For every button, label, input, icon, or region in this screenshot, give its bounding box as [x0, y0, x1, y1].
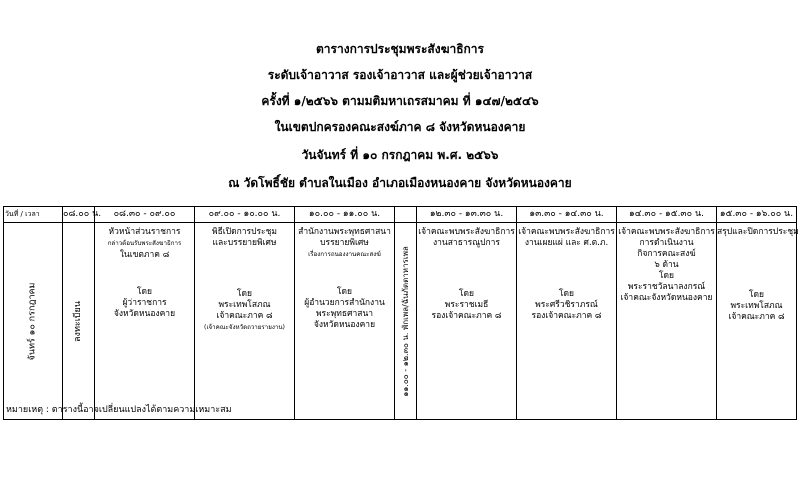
speaker-name: พระเทพโสภณ	[218, 300, 271, 310]
session-cell	[95, 223, 195, 420]
session-cell	[295, 223, 395, 420]
lunch-cell	[395, 223, 417, 420]
schedule-table	[3, 206, 797, 420]
registration-label: ลงทะเบียน	[73, 300, 83, 342]
time-header: ๐๙.๐๐ - ๑๐.๐๐ น.	[195, 207, 295, 223]
meeting-date: วันจันทร์ ที่ ๑๐ กรกฎาคม พ.ศ. ๒๕๖๖	[301, 148, 499, 162]
session-topic: เรื่องการถนองงานคณะสงฆ์	[308, 251, 381, 258]
speaker-name: พระเทพโสภณ	[730, 301, 783, 311]
date-cell	[4, 223, 63, 420]
speaker-position: เจ้าคณะภาค ๘	[216, 311, 273, 321]
session-cell	[417, 223, 517, 420]
time-header: ๑๓.๓๐ - ๑๔.๓๐ น.	[517, 207, 617, 223]
corner-header: วันที่ / เวลา	[4, 207, 63, 223]
document-subtitle: ระดับเจ้าอาวาส รองเจ้าอาวาส และผู้ช่วยเจ้าอาวาส	[267, 68, 533, 82]
session-topic: พิธีเปิดการประชุม	[212, 227, 277, 237]
session-topic: เจ้าคณะพบพระสังฆาธิการ	[518, 227, 615, 237]
session-topic: กิจการคณะสงฆ์	[637, 249, 696, 259]
session-note: (เจ้าคณะจังหวัดถวายรายงาน)	[204, 324, 285, 331]
session-topic: เจ้าคณะพบพระสังฆาธิการ	[418, 227, 515, 237]
session-cell	[517, 223, 617, 420]
speaker-position: จังหวัดหนองคาย	[113, 309, 176, 319]
speaker-position: เจ้าคณะจังหวัดหนองคาย	[620, 293, 713, 303]
session-topic: ๖ ด้าน	[654, 260, 679, 270]
meeting-number: ครั้งที่ ๑/๒๕๖๖ ตามมติมหาเถรสมาคม ที่ ๑๔๗/๒๕๔๖	[261, 94, 539, 108]
session-topic: หัวหน้าส่วนราชการ	[108, 227, 181, 237]
speaker-position: รองเจ้าคณะภาค ๘	[531, 311, 602, 321]
date-label: จันทร์ ๑๐ กรกฎาคม	[27, 282, 38, 360]
table-row	[4, 223, 797, 420]
time-header: ๐๘.๐๐ น.	[63, 207, 95, 223]
speaker-name: พระศรีวชิราภรณ์	[535, 300, 598, 310]
time-header: ๑๕.๓๐ - ๑๖.๐๐ น.	[717, 207, 797, 223]
document-title: ตารางการประชุมพระสังฆาธิการ	[316, 42, 484, 56]
lunch-label: ๑๑.๐๐ - ๑๒.๓๐ น. พักเพล/ฉันภัตตาหารเพล	[401, 245, 410, 397]
by-label: โดย	[658, 271, 675, 281]
session-cell	[717, 223, 797, 420]
footnote: หมายเหตุ : ตารางนี้อาจเปลี่ยนแปลงได้ตามความเหมาะสม	[6, 405, 232, 415]
registration-cell	[63, 223, 95, 420]
time-header: ๑๔.๓๐ - ๑๕.๓๐ น.	[617, 207, 717, 223]
time-header: ๑๒.๓๐ - ๑๓.๓๐ น.	[417, 207, 517, 223]
time-header: ๑๐.๐๐ - ๑๑.๐๐ น.	[295, 207, 395, 223]
session-topic: งานเผยแผ่ และ ศ.ต.ภ.	[524, 238, 609, 248]
session-topic: กล่าวต้อนรับพระสังฆาธิการ	[107, 240, 182, 247]
session-topic: งานสาธารณูปการ	[433, 238, 500, 248]
session-topic: บรรยายพิเศษ	[320, 238, 369, 248]
by-label: โดย	[136, 287, 153, 297]
speaker-position: รองเจ้าคณะภาค ๘	[431, 311, 502, 321]
session-cell	[617, 223, 717, 420]
jurisdiction: ในเขตปกครองคณะสงฆ์ภาค ๘ จังหวัดหนองคาย	[274, 120, 526, 134]
session-topic: การดำเนินงาน	[639, 238, 694, 248]
session-topic: สรุปและปิดการประชุม	[717, 227, 799, 237]
speaker-position: จังหวัดหนองคาย	[313, 320, 376, 330]
meeting-venue: ณ วัดโพธิ์ชัย ตำบลในเมือง อำเภอเมืองหนองคาย จังหวัดหนองคาย	[228, 176, 572, 190]
time-header	[395, 207, 417, 223]
by-label: โดย	[236, 289, 253, 299]
session-topic: และบรรยายพิเศษ	[212, 238, 277, 248]
table-header-row	[4, 207, 797, 223]
speaker-position: เจ้าคณะภาค ๘	[728, 312, 785, 322]
session-topic: เจ้าคณะพบพระสังฆาธิการ	[618, 227, 715, 237]
session-topic: ในเขตภาค ๘	[119, 250, 170, 260]
by-label: โดย	[748, 290, 765, 300]
speaker-name: ผู้อำนวยการสำนักงาน	[304, 298, 385, 308]
by-label: โดย	[336, 287, 353, 297]
speaker-name: ผู้ว่าราชการ	[122, 298, 167, 308]
by-label: โดย	[458, 289, 475, 299]
speaker-name: พระราชเมธี	[444, 300, 489, 310]
session-cell	[195, 223, 295, 420]
speaker-position: พระพุทธศาสนา	[315, 309, 374, 319]
time-header: ๐๘.๓๐ - ๐๙.๐๐	[95, 207, 195, 223]
by-label: โดย	[558, 289, 575, 299]
speaker-name: พระราชวัลนาลงกรณ์	[627, 282, 706, 292]
session-topic: สำนักงานพระพุทธศาสนา	[298, 227, 391, 237]
